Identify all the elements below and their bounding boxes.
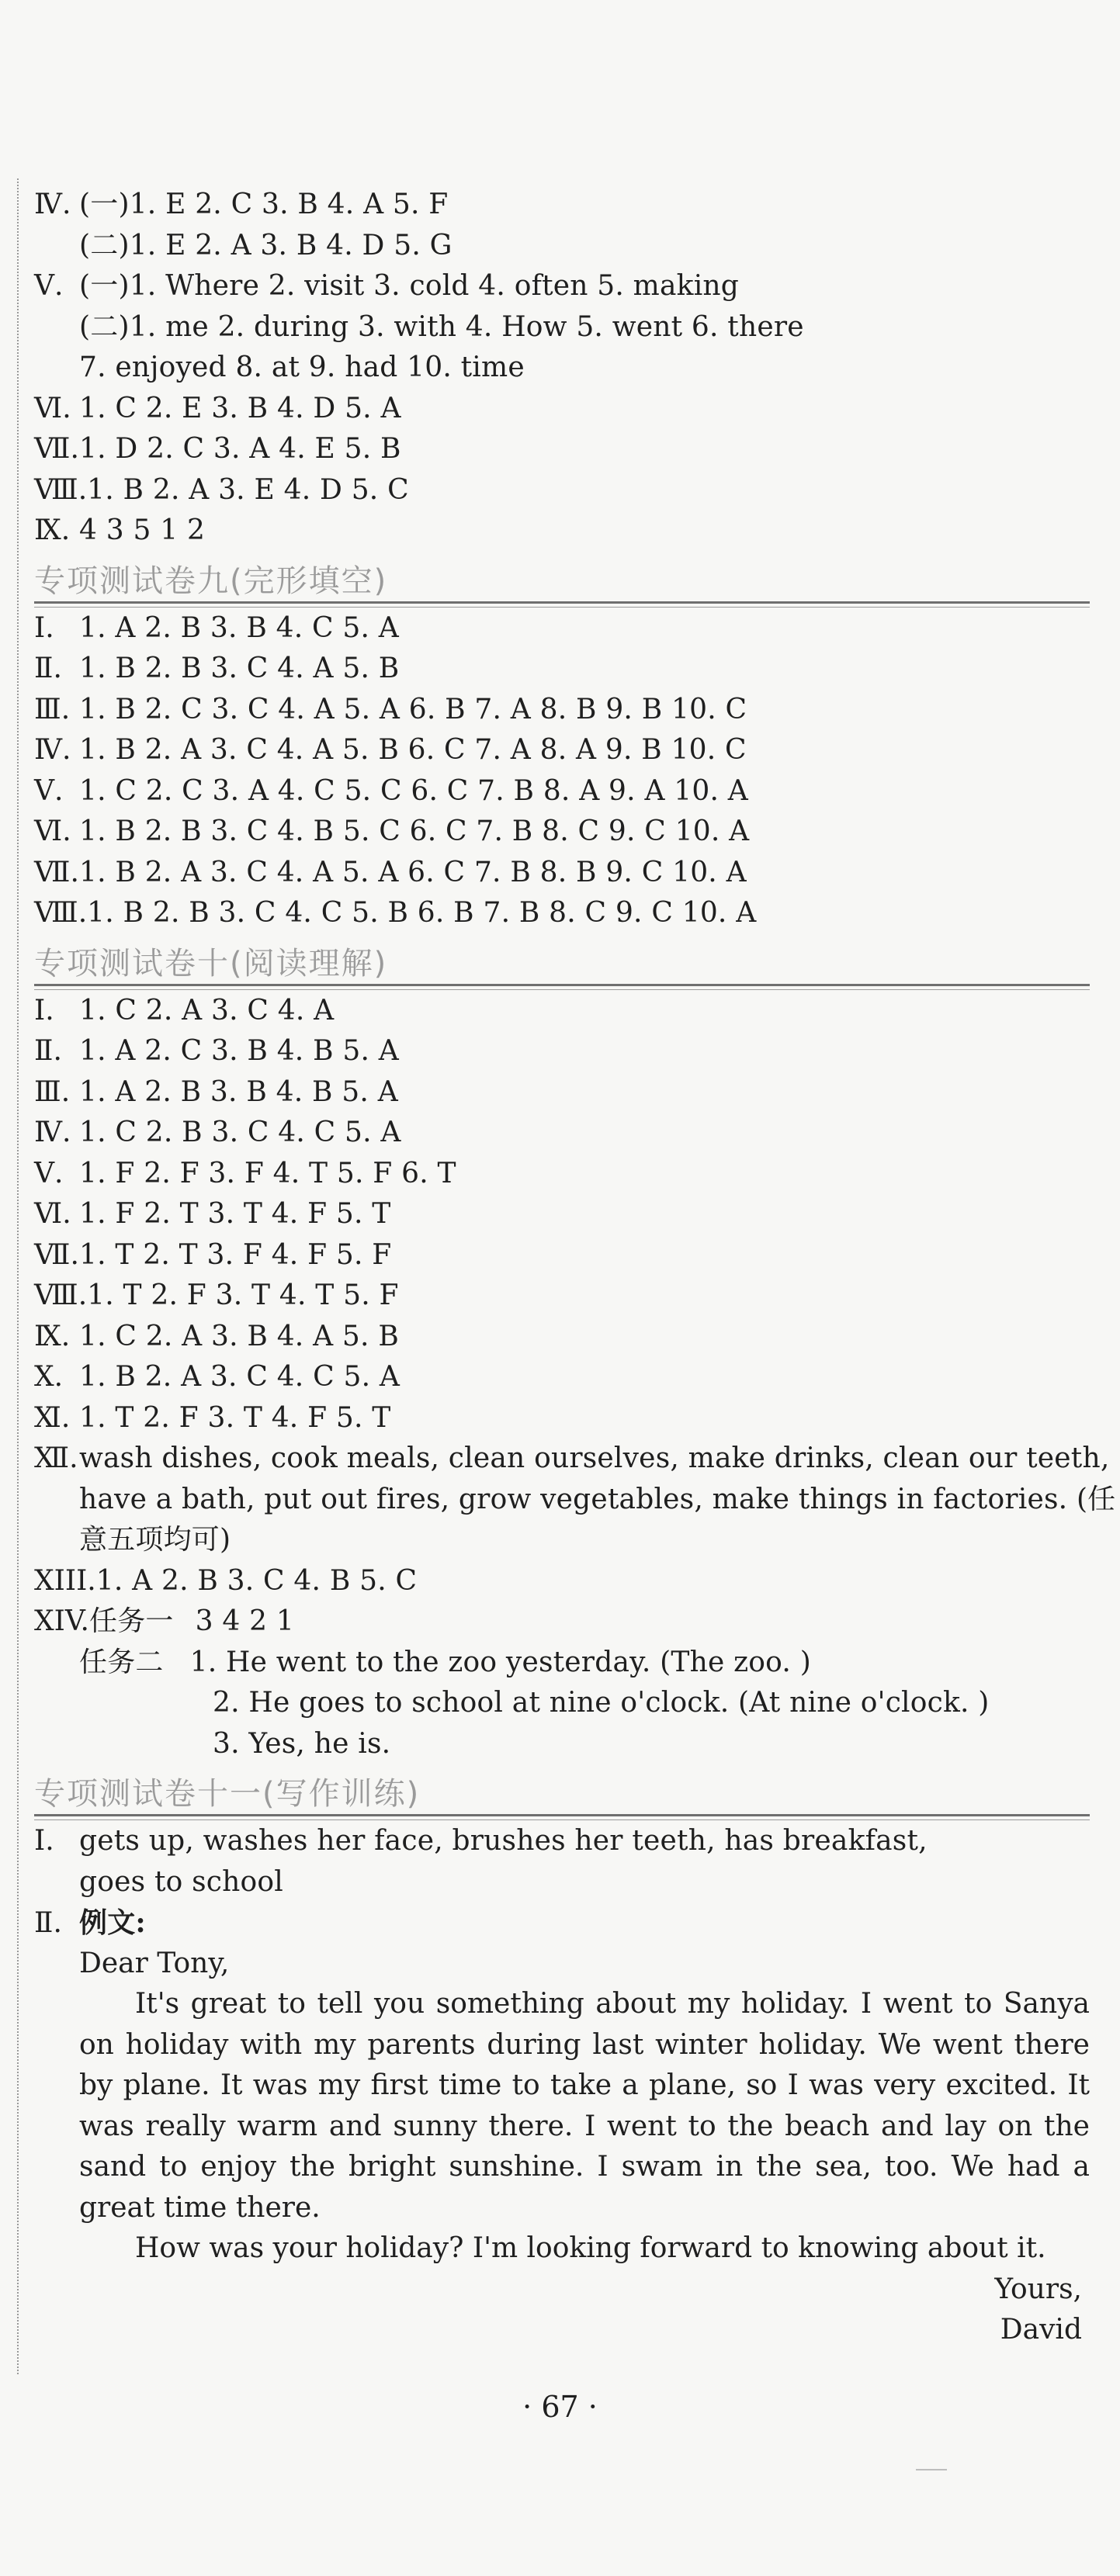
answer-text: 1. T 2. F 3. T 4. T 5. F [87,1279,399,1311]
section-title: 专项测试卷九(完形填空) [34,563,388,599]
answer-line [34,470,1090,511]
answer-text: 1. A 2. C 3. B 4. B 5. A [79,1035,399,1067]
answer-text: 1. B 2. A 3. C 4. C 5. A [79,1361,400,1393]
answer-text: 7. enjoyed 8. at 9. had 10. time [79,351,525,383]
answer-line [34,690,1090,731]
answer-text: (二)1. E 2. A 3. B 4. D 5. G [79,229,453,261]
roman-label: Ⅰ. [34,611,54,644]
answer-line [34,991,1090,1032]
answer-line [34,1601,1090,1643]
essay-paragraph-2: How was your holiday? I'm looking forward to knowing about it. [135,2232,1046,2264]
answer-line [34,771,1090,812]
roman-label: Ⅶ. [34,856,79,888]
answer-line [34,429,1090,470]
answer-text: 1. D 2. C 3. A 4. E 5. B [79,433,401,465]
roman-label: Ⅱ. [34,653,62,684]
answer-text: 1. B 2. A 3. C 4. A 5. B 6. C 7. A 8. A 9. B 10. C [79,734,747,766]
answer-text: wash dishes, cook meals, clean ourselves, make drinks, clean our teeth, [79,1442,1110,1474]
roman-label: Ⅳ. [34,1117,71,1148]
essay-closing: Yours, [994,2273,1082,2305]
answer-line [34,1683,1090,1724]
section-header-9 [34,555,1090,604]
answer-line [34,1643,1090,1684]
essay-greeting: Dear Tony, [79,1947,230,1979]
section-title: 专项测试卷十(阅读理解) [34,945,388,982]
answer-line [34,185,1090,226]
answer-text: 4 3 5 1 2 [79,514,206,546]
section-header-10 [34,937,1090,986]
answer-line [34,853,1090,894]
answer-line [34,1113,1090,1154]
page-content [34,185,1116,2351]
answer-text: (二)1. me 2. during 3. with 4. How 5. went 6. there [79,310,804,343]
answer-line [34,1154,1090,1195]
answer-text: gets up, washes her face, brushes her teeth, has breakfast, [79,1825,928,1857]
answer-line [34,1398,1090,1439]
task-label: 任务一 [89,1605,174,1637]
answer-text: 1. C 2. B 3. C 4. C 5. A [79,1117,401,1148]
section-9-answers [34,608,1090,934]
answer-text: 1. He went to the zoo yesterday. (The zoo. ) [189,1646,811,1678]
roman-label: Ⅲ. [34,693,71,725]
answer-text: 1. T 2. F 3. T 4. F 5. T [79,1401,391,1434]
roman-label: Ⅴ. [34,270,64,302]
roman-label: Ⅹ. [34,1361,64,1393]
answer-line [34,1724,1090,1765]
answer-line [34,812,1090,853]
answer-text: 1. A 2. B 3. B 4. C 5. A [79,611,399,644]
answer-text: 1. B 2. B 3. C 4. B 5. C 6. C 7. B 8. C 9. C 10. A [79,815,750,847]
answer-line [34,893,1090,934]
answer-line [34,1317,1090,1358]
roman-label: Ⅶ. [34,1238,79,1271]
roman-label: Ⅳ. [34,189,71,220]
answer-line [34,1561,1090,1602]
answer-line [34,389,1090,430]
margin-dotted-line [17,178,19,2374]
answer-text: 1. T 2. T 3. F 4. F 5. F [79,1238,392,1271]
answer-text: 1. F 2. F 3. F 4. T 5. F 6. T [79,1157,456,1189]
answer-line [34,730,1090,771]
roman-label: Ⅵ. [34,392,71,424]
task-label: 任务二 [79,1646,164,1678]
roman-label: Ⅷ. [34,1279,88,1311]
roman-label: Ⅺ. [34,1401,71,1434]
answer-line [34,608,1090,649]
answer-text: (一)1. Where 2. visit 3. cold 4. often 5. making [79,270,740,302]
answer-text: 1. C 2. A 3. B 4. A 5. B [79,1320,399,1352]
roman-label: Ⅷ. [34,897,88,929]
answer-line [34,1276,1090,1317]
answer-line [34,1031,1090,1072]
roman-label: Ⅱ. [34,1035,62,1067]
answer-text: goes to school [79,1865,284,1898]
answer-line [34,266,1090,307]
answer-text: 1. A 2. B 3. C 4. B 5. C [95,1564,418,1597]
answer-text: 1. F 2. T 3. T 4. F 5. T [79,1198,391,1230]
roman-label: Ⅴ. [34,1157,64,1189]
answer-text: 2. He goes to school at nine o'clock. (At nine o'clock. ) [213,1687,990,1719]
answer-text: 1. C 2. E 3. B 4. D 5. A [79,392,401,424]
answers-continued [34,185,1090,552]
roman-label: XIII. [34,1564,96,1597]
answer-text: 3 4 2 1 [195,1605,294,1637]
roman-label: Ⅵ. [34,1198,71,1230]
answer-line [34,1439,1110,1480]
sample-essay-heading: 例文: [79,1906,146,1939]
answer-line [34,348,1090,389]
roman-label: Ⅶ. [34,433,79,465]
answer-line [34,649,1090,690]
answer-text: 1. B 2. B 3. C 4. C 5. B 6. B 7. B 8. C 9. C 10. A [87,897,757,929]
answer-text: 3. Yes, he is. [213,1727,391,1760]
answer-text: 1. A 2. B 3. B 4. B 5. A [79,1075,398,1108]
answer-line [34,1903,1090,1944]
answer-text: 意五项均可) [79,1524,231,1556]
answer-line [34,1357,1090,1398]
essay-signature: David [1000,2314,1082,2346]
roman-label: XIV. [34,1605,89,1637]
answer-line [34,1862,1090,1903]
answer-text: 1. B 2. A 3. C 4. A 5. A 6. C 7. B 8. B 9. C 10. A [79,856,747,888]
answer-line [34,511,1090,552]
roman-label: Ⅷ. [34,473,88,506]
answer-line [34,1194,1090,1235]
roman-label: Ⅰ. [34,994,54,1027]
answer-text: (一)1. E 2. C 3. B 4. A 5. F [79,189,449,220]
roman-label: Ⅸ. [34,1320,71,1352]
roman-label: Ⅻ. [34,1442,78,1474]
answer-text: 1. B 2. A 3. E 4. D 5. C [87,473,409,506]
answer-line [34,226,1090,267]
page-number: · 67 · [522,2390,598,2424]
answer-text: 1. B 2. C 3. C 4. A 5. A 6. B 7. A 8. B 9. B 10. C [79,693,747,725]
section-title: 专项测试卷十一(写作训练) [34,1776,421,1812]
answer-line [34,1821,1090,1862]
roman-label: Ⅴ. [34,774,64,807]
printing-mark [916,2469,947,2470]
roman-label: Ⅵ. [34,815,71,847]
roman-label: Ⅸ. [34,514,71,546]
essay-paragraph-1: It's great to tell you something about my holiday. I went to Sanya on holiday with my parents during last winter holiday. We went there by plane. It was my first time to take a plane, so I was very excited. It was really warm and sunny there. I went to the beach and lay on the sand to enjoy the bright sunshine. I swam in the sea, too. We had a great time there. [79,1988,1090,2224]
answer-text: have a bath, put out fires, grow vegetables, make things in factories. (任 [79,1483,1116,1515]
roman-label: Ⅳ. [34,734,71,766]
section-10-answers [34,991,1116,1765]
answer-text: 1. B 2. B 3. C 4. A 5. B [79,653,400,684]
answer-line [34,307,1090,348]
answer-line [34,1235,1090,1276]
answer-line [34,1520,1090,1561]
answer-line [34,1072,1090,1113]
answer-text: 1. C 2. A 3. C 4. A [79,994,335,1027]
answer-text: 1. C 2. C 3. A 4. C 5. C 6. C 7. B 8. A 9. A 10. A [79,774,748,807]
section-header-11 [34,1768,1090,1816]
roman-label: Ⅲ. [34,1075,71,1108]
section-11-answers [34,1821,1090,2351]
roman-label: Ⅱ. [34,1907,62,1939]
answer-line [34,1480,1116,1521]
roman-label: Ⅰ. [34,1825,54,1857]
